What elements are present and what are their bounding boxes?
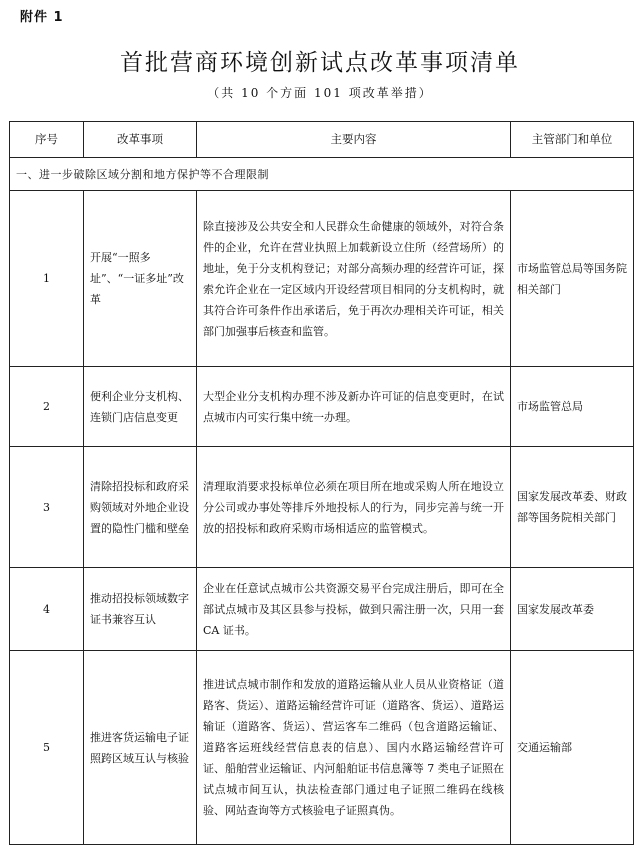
row-item: 推进客货运输电子证照跨区域互认与核验 — [84, 651, 197, 845]
table-header-row — [10, 122, 634, 158]
header-content: 主要内容 — [197, 122, 511, 158]
table-row — [10, 568, 634, 651]
section-heading: 一、进一步破除区域分割和地方保护等不合理限制 — [10, 158, 634, 191]
row-item: 便利企业分支机构、连锁门店信息变更 — [84, 367, 197, 447]
row-index: 4 — [10, 568, 84, 651]
row-index: 3 — [10, 447, 84, 568]
row-content: 大型企业分支机构办理不涉及新办许可证的信息变更时，在试点城市内可实行集中统一办理。 — [197, 367, 511, 447]
row-content: 企业在任意试点城市公共资源交易平台完成注册后，即可在全部试点城市及其区县参与投标，做到只需注册一次，只用一套 CA 证书。 — [197, 568, 511, 651]
row-content: 推进试点城市制作和发放的道路运输从业人员从业资格证（道路客、货运）、道路运输经营许可证（道路客、货运）、道路运输证（道路客、货运）、营运客车二维码（包含道路运输证、道路客运班线经营信息表的信息）、国内水路运输经营许可证、船舶营业运输证、内河船舶证书信息簿等 7 类电子证照在试点城市间互认，执法检查部门通过电子证照二维码在线核验、网站查询等方式核验电子证照真伪。 — [197, 651, 511, 845]
section-row — [10, 158, 634, 191]
row-index: 5 — [10, 651, 84, 845]
row-department: 国家发展改革委、财政部等国务院相关部门 — [511, 447, 634, 568]
row-content: 清理取消要求投标单位必须在项目所在地或采购人所在地设立分公司或办事处等排斥外地投标人的行为，同步完善与统一开放的招投标和政府采购市场相适应的监管模式。 — [197, 447, 511, 568]
header-index: 序号 — [10, 122, 84, 158]
row-department: 国家发展改革委 — [511, 568, 634, 651]
document-title: 首批营商环境创新试点改革事项清单 — [120, 50, 520, 76]
row-index: 1 — [10, 191, 84, 367]
row-department: 交通运输部 — [511, 651, 634, 845]
row-item: 推动招投标领域数字证书兼容互认 — [84, 568, 197, 651]
reform-items-table — [9, 121, 634, 845]
table-row — [10, 367, 634, 447]
document-subtitle: （共 10 个方面 101 项改革举措） — [207, 86, 433, 100]
table-row — [10, 191, 634, 367]
header-department: 主管部门和单位 — [511, 122, 634, 158]
row-item: 开展“一照多址”、“一证多址”改革 — [84, 191, 197, 367]
row-index: 2 — [10, 367, 84, 447]
row-department: 市场监管总局等国务院相关部门 — [511, 191, 634, 367]
header-item: 改革事项 — [84, 122, 197, 158]
row-department: 市场监管总局 — [511, 367, 634, 447]
row-item: 清除招投标和政府采购领域对外地企业设置的隐性门槛和壁垒 — [84, 447, 197, 568]
row-content: 除直接涉及公共安全和人民群众生命健康的领域外，对符合条件的企业，允许在营业执照上加载新设立住所（经营场所）的地址，免于分支机构登记；对部分高频办理的经营许可证，探索允许企业在一定区域内开设经营项目相同的分支机构时，就其符合许可条件作出承诺后，免于再次办理相关许可证，相关部门加强事后核查和监管。 — [197, 191, 511, 367]
table-row — [10, 651, 634, 845]
attachment-label: 附件 1 — [20, 10, 64, 25]
table-row — [10, 447, 634, 568]
